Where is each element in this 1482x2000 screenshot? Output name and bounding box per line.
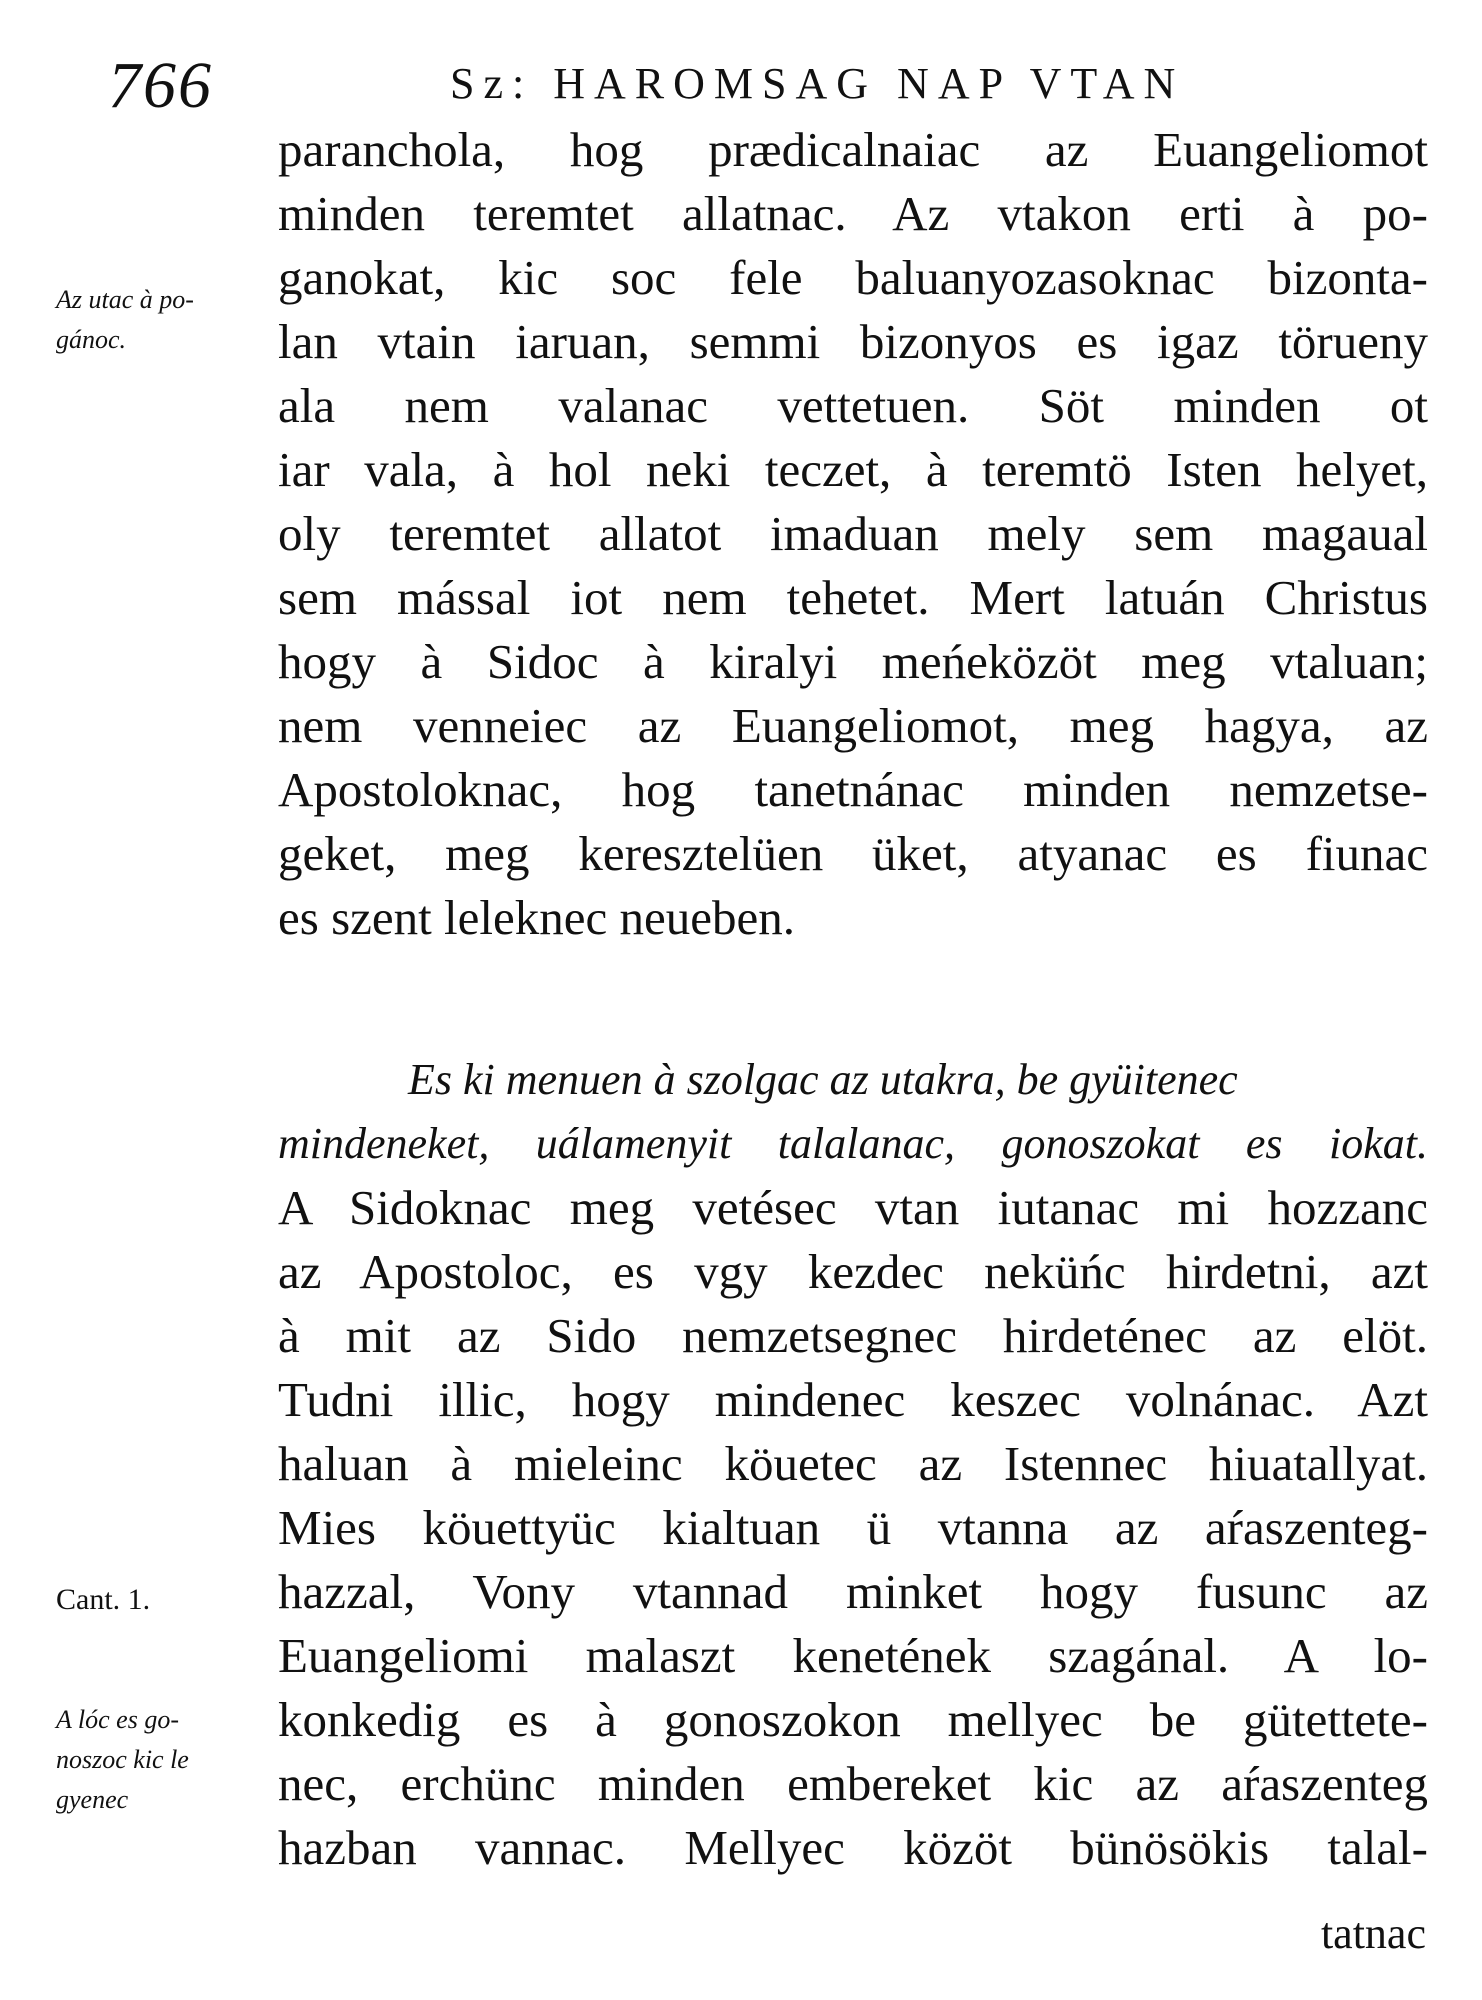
- text-line: iar vala, à hol neki teczet, à teremtö Isten helyet,: [278, 442, 1428, 497]
- text-line: hazzal, Vony vtannad minket hogy fusunc az: [278, 1564, 1428, 1619]
- margin-note-line: noszoc kic le: [56, 1745, 189, 1774]
- text-line: hazban vannac. Mellyec közöt bünösökis talal-: [278, 1820, 1428, 1875]
- running-head: Sz: HAROMSAG NAP VTAN: [450, 59, 1185, 108]
- text-line: haluan à mieleinc köuetec az Istennec hiuatallyat.: [278, 1436, 1428, 1491]
- margin-note-pagans: [56, 280, 278, 360]
- text-line: geket, meg keresztelüen üket, atyanac es fiunac: [278, 826, 1428, 881]
- margin-note-line: Az utac à po-: [56, 285, 194, 314]
- text-line: Mies köuettyüc kialtuan ü vtanna az aŕaszenteg-: [278, 1500, 1428, 1555]
- text-line: A Sidoknac meg vetésec vtan iutanac mi hozzanc: [278, 1180, 1428, 1235]
- margin-note-line: A lóc es go-: [56, 1705, 179, 1734]
- text-line: hogy à Sidoc à kiralyi meńeközöt meg vtaluan;: [278, 634, 1428, 689]
- scripture-quote-line: Es ki menuen à szolgac az utakra, be gyüitenec: [408, 1055, 1238, 1104]
- text-line: Euangeliomi malaszt kenetének szagánal. A lo-: [278, 1628, 1428, 1683]
- text-line: es szent leleknec neueben.: [278, 890, 795, 945]
- page-number: 766: [108, 49, 213, 122]
- text-line: az Apostoloc, es vgy kezdec neküńc hirdetni, azt: [278, 1244, 1428, 1299]
- text-line: sem mással iot nem tehetet. Mert latuán Christus: [278, 570, 1428, 625]
- text-line: nem venneiec az Euangeliomot, meg hagya, az: [278, 698, 1428, 753]
- scripture-quote-line: mindeneket, uálamenyit talalanac, gonoszokat es iokat.: [278, 1119, 1428, 1168]
- text-line: lan vtain iaruan, semmi bizonyos es igaz törueny: [278, 314, 1428, 369]
- margin-note-canticle: Cant. 1.: [56, 1583, 151, 1616]
- text-line: ala nem valanac vettetuen. Söt minden ot: [278, 378, 1428, 433]
- paragraph-2: [278, 1048, 1428, 1880]
- text-line: Tudni illic, hogy mindenec keszec volnánac. Azt: [278, 1372, 1428, 1427]
- text-line: minden teremtet allatnac. Az vtakon erti à po-: [278, 186, 1428, 241]
- text-line: konkedig es à gonoszokon mellyec be gütettete-: [278, 1692, 1428, 1747]
- margin-note-line: gánoc.: [56, 325, 127, 354]
- text-line: oly teremtet allatot imaduan mely sem magaual: [278, 506, 1428, 561]
- margin-note-line: gyenec: [56, 1785, 129, 1814]
- text-line: à mit az Sido nemzetsegnec hirdeténec az elöt.: [278, 1308, 1428, 1363]
- text-line: Apostoloknac, hog tanetnánac minden nemzetse-: [278, 762, 1428, 817]
- paragraph-1: [278, 118, 1428, 950]
- catchword: tatnac: [1320, 1909, 1426, 1958]
- text-line: paranchola, hog prædicalnaiac az Euangeliomot: [278, 122, 1428, 177]
- text-line: ganokat, kic soc fele baluanyozasoknac bizonta-: [278, 250, 1428, 305]
- margin-note-good-and-bad: [56, 1700, 278, 1820]
- text-line: nec, erchünc minden embereket kic az aŕaszenteg: [278, 1756, 1428, 1811]
